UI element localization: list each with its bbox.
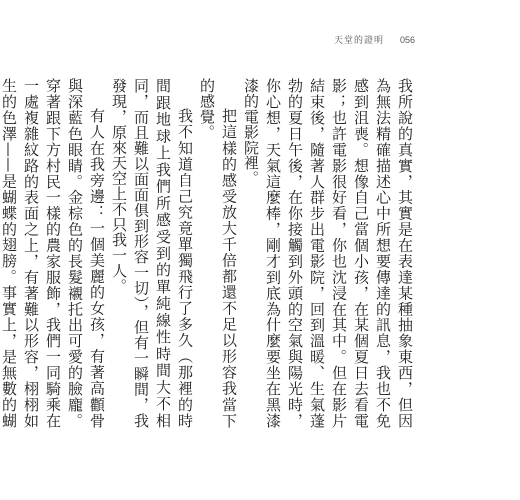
paragraph-4: 有人在我旁邊：一個美麗的女孩，有著高顴骨與深藍色眼睛。金棕色的長髮襯托出可愛的臉龐。穿著跟下方村民一樣的農家服飾，我們一同騎乘在一處複雜紋路的表面之上，有著難以形容，栩栩如生的色澤——是蝴蝶的翅膀。事實上，是無數的蝴 bbox=[0, 78, 106, 428]
running-header bbox=[334, 33, 415, 46]
book-title: 天堂的證明 bbox=[333, 36, 384, 46]
paragraph-2: 把這樣的感受放大千倍都還不足以形容我當下的感覺。 bbox=[198, 78, 238, 428]
paragraph-1: 我所說的真實，其實是在表達某種抽象東西，但因為無法精確描述心中所想要傳達的訊息，我也不免感到沮喪。想像自己當個小孩，在某個夏日去看電影；也許電影很好看，你也沈浸在其中。但在影片結束後，隨著人群步出電影院，回到溫暖、生氣蓬勃的夏日午後，在你接觸到外頭的空氣與陽光時，你心想，天氣這麼棒，剛才到底為什麼要坐在黑漆漆的電影院裡。 bbox=[242, 78, 414, 428]
page-number: 056 bbox=[399, 34, 415, 45]
paragraph-3: 我不知道自己究竟單獨飛行了多久（那裡的時間跟地球上我們所感受到的單純線性時間大不相同，而且難以面面俱到形容一切），但有一瞬間，我發現，原來天空上不只我一人。 bbox=[110, 78, 194, 428]
body-text bbox=[0, 78, 416, 428]
